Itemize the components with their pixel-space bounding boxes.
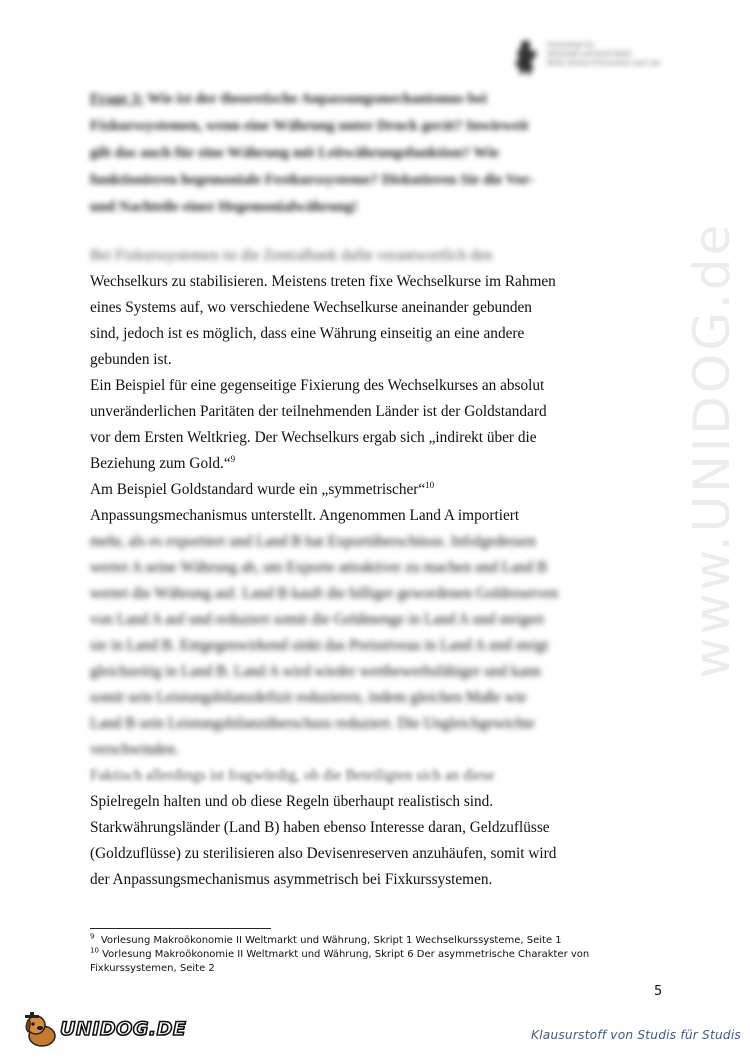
footnote-number: 9 — [90, 932, 95, 941]
blurred-middle: mehr, als es exportiert und Land B hat Exportüberschüsse. Infolgedessen wertet A seine Währung ab, um Exporte attraktiver zu machen und Land B wertet die Währung auf. Land B kauft die billiger gewordenen Goldreserven von Land A auf und reduziert somit die Geldmenge in Land A und steigert sie in Land B. Entgegenwirkend sinkt das Preisniveau in Land A und steigt gleichzeitig in Land B. Land A wird wieder wettbewerbsfähiger und kann somit sein Leistungsbilanzdefizit reduzieren, indem gleichen Maße wie Land B sein Leistungsbilanzüberschuss reduziert. Die Ungleichgewichte verschwinden. — [90, 533, 559, 758]
footnote-10 — [90, 948, 630, 976]
blurred-tail: Faktisch allerdings ist fragwürdig, ob die Beteiligten sich an diese — [90, 767, 495, 784]
question-heading — [90, 86, 550, 221]
institution-line: Hochschule für — [547, 42, 594, 49]
slogan: Klausurstoff von Studis für Studis — [531, 1028, 741, 1042]
institution-name — [547, 41, 661, 68]
body-text — [90, 243, 560, 893]
question-label: Frage 3: — [90, 91, 144, 107]
paragraph-4: Spielregeln halten und ob diese Regeln überhaupt realistisch sind. Starkwährungsländer (Land B) haben ebenso Interesse daran, Geldzuflüsse (Goldzuflüsse) zu sterilisieren also Devisenreserven anzuhäufen, somit wird der Anpassungsmechanismus asymmetrisch bei Fixkurssystemen. — [90, 793, 557, 888]
paragraph-3 — [90, 477, 560, 529]
page-number: 5 — [654, 984, 663, 999]
blurred-intro: Bei Fixkurssystemen ist die Zentralbank dafür verantwortlich den — [90, 247, 493, 264]
footnote-text: Vorlesung Makroökonomie II Weltmarkt und Währung, Skript 1 Wechselkurssysteme, Seite 1 — [100, 935, 562, 946]
footnote-number: 10 — [90, 946, 99, 955]
institution-line: Berlin School of Economics and Law — [547, 60, 661, 67]
bear-crest-icon — [513, 38, 539, 78]
footnotes — [90, 934, 630, 976]
paragraph-3-start: Am Beispiel Goldstandard wurde ein „symmetrischer“ — [90, 481, 426, 498]
footnote-ref-9: 9 — [230, 453, 236, 464]
footnote-text: Vorlesung Makroökonomie II Weltmarkt und Währung, Skript 6 Der asymmetrische Charakter von Fixkurssystemen, Seite 2 — [90, 949, 590, 974]
dog-mascot-icon — [22, 1012, 62, 1048]
paragraph-3-rest: Anpassungsmechanismus unterstellt. Angenommen Land A importiert — [90, 507, 520, 524]
footnote-ref-10: 10 — [425, 479, 435, 490]
institution-line: Wirtschaft und Recht Berlin — [547, 51, 632, 58]
watermark: www.UNIDOG.de — [683, 221, 741, 679]
paragraph-1: Wechselkurs zu stabilisieren. Meistens treten fixe Wechselkurse im Rahmen eines Systems auf, wo verschiedene Wechselkurse aneinander gebunden sind, jedoch ist es möglich, dass eine Währung einseitig an eine andere gebunden ist. — [90, 273, 556, 368]
unidog-logo[interactable] — [22, 1012, 187, 1048]
paragraph-2-text: Ein Beispiel für eine gegenseitige Fixierung des Wechselkurses an absolut unveränderlichen Paritäten der teilnehmenden Länder ist der Goldstandard vor dem Ersten Weltkrieg. Der Wechselkurs ergab sich „indirekt über die Beziehung zum Gold.“ — [90, 377, 547, 472]
footnote-9 — [90, 934, 630, 948]
paragraph-2 — [90, 373, 560, 477]
logo-text: UNIDOG.DE — [60, 1018, 187, 1040]
footnote-divider — [90, 928, 271, 929]
institution-logo — [513, 38, 673, 80]
question-text: Wie ist der theoretische Anpassungsmechanismus bei Fixkurssystemen, wenn eine Währung unter Druck gerät? Inwieweit gilt das auch für eine Währung mit Leitwährungsfunktion? Wie funktionieren hegemoniale Festkurssysteme? Diskutieren Sie die Vor- und Nachteile einer Hegemonialwährung! — [90, 91, 534, 215]
